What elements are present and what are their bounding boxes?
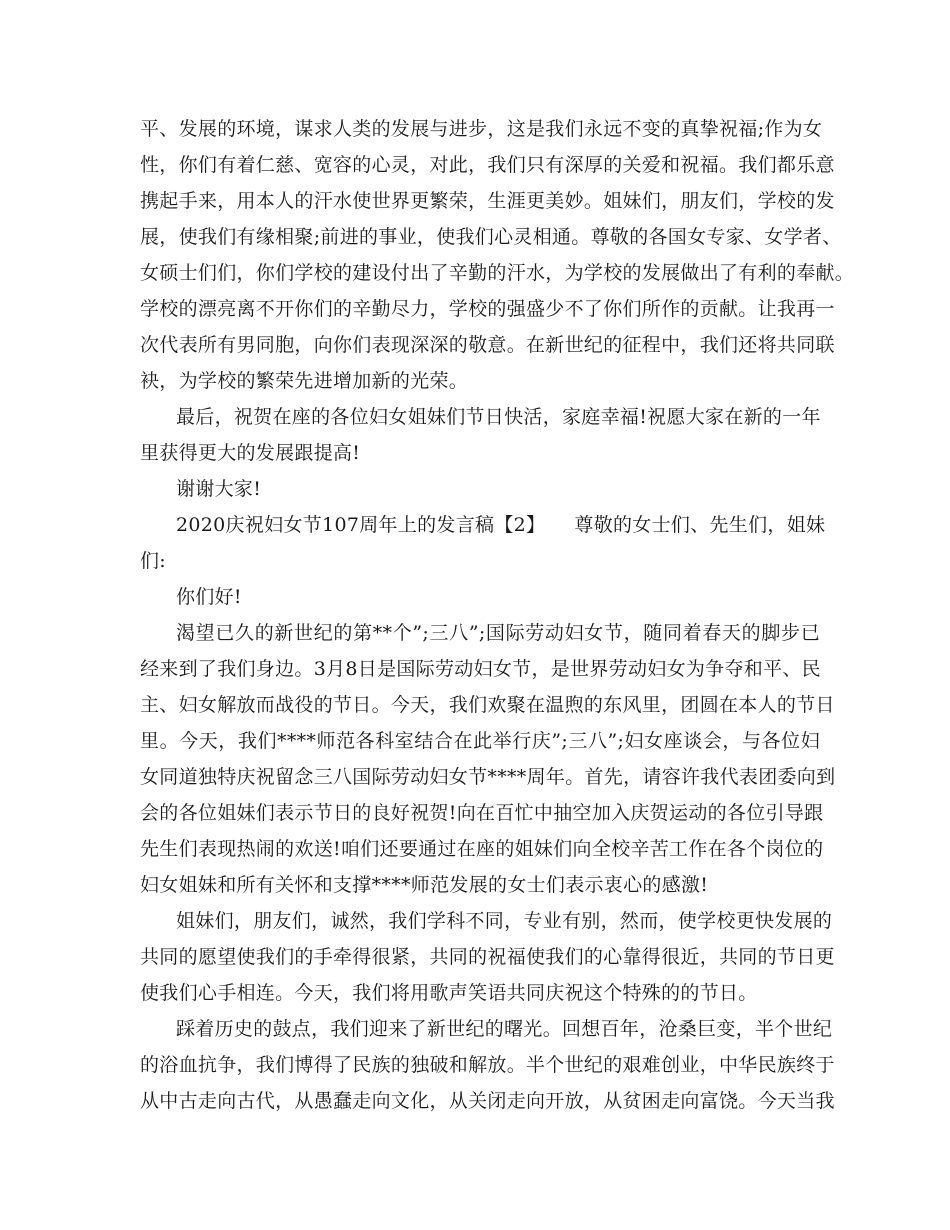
text-line: 渴望已久的新世纪的第**个”;三八”;国际劳动妇女节，随同着春天的脚步已 xyxy=(176,622,820,644)
text-line: 学校的漂亮离不开你们的辛勤尽力，学校的强盛少不了你们所作的贡献。让我再一 xyxy=(140,298,835,320)
text-line: 里获得更大的发展跟提高! xyxy=(140,442,361,464)
text-line: 使我们心手相连。今天，我们将用歌声笑语共同庆祝这个特殊的的节日。 xyxy=(140,982,758,1004)
text-line: 先生们表现热闹的欢送!咱们还要通过在座的姐妹们向全校辛苦工作在各个岗位的 xyxy=(140,838,824,860)
text-line: 踩着历史的鼓点，我们迎来了新世纪的曙光。回想百年，沧桑巨变，半个世纪 xyxy=(176,1018,833,1040)
text-line: 最后，祝贺在座的各位妇女姐妹们节日快活，家庭幸福!祝愿大家在新的一年 xyxy=(176,406,821,428)
text-line: 里。今天，我们****师范各科室结合在此举行庆”;三八”;妇女座谈会，与各位妇 xyxy=(140,730,820,752)
text-line: 袂，为学校的繁荣先进增加新的光荣。 xyxy=(140,370,469,392)
text-line: 的浴血抗争，我们博得了民族的独破和解放。半个世纪的艰难创业，中华民族终于 xyxy=(140,1054,835,1076)
text-line: 女硕士们们，你们学校的建设付出了辛勤的汗水，为学校的发展做出了有利的奉献。 xyxy=(140,262,855,284)
text-line: 共同的愿望使我们的手牵得很紧，共同的祝福使我们的心靠得很近，共同的节日更 xyxy=(140,946,835,968)
text-line: 性，你们有着仁慈、宽容的心灵，对此，我们只有深厚的关爱和祝福。我们都乐意 xyxy=(140,154,835,176)
text-line: 女同道独特庆祝留念三八国际劳动妇女节****周年。首先，请容许我代表团委向到 xyxy=(140,766,836,788)
text-line: 妇女姐妹和所有关怀和支撑****师范发展的女士们表示衷心的感激! xyxy=(140,874,709,896)
text-line: 谢谢大家! xyxy=(176,478,262,500)
text-line: 姐妹们，朋友们，诚然，我们学科不同，专业有别，然而，使学校更快发展的 xyxy=(176,910,833,932)
text-line: 展，使我们有缘相聚;前进的事业，使我们心灵相通。尊敬的各国女专家、女学者、 xyxy=(140,226,842,248)
text-line: 次代表所有男同胞，向你们表现深深的敬意。在新世纪的征程中，我们还将共同联 xyxy=(140,334,835,356)
section-heading: 2020庆祝妇女节107周年上的发言稿【2】 尊敬的女士们、先生们，姐妹 xyxy=(176,514,826,536)
text-line: 携起手来，用本人的汗水使世界更繁荣，生涯更美妙。姐妹们，朋友们，学校的发 xyxy=(140,190,835,212)
text-line: 从中古走向古代，从愚蠢走向文化，从关闭走向开放，从贫困走向富饶。今天当我 xyxy=(140,1090,835,1112)
text-line: 经来到了我们身边。3月8日是国际劳动妇女节，是世界劳动妇女为争夺和平、民 xyxy=(140,658,821,680)
text-line: 会的各位姐妹们表示节日的良好祝贺!向在百忙中抽空加入庆贺运动的各位引导跟 xyxy=(140,802,824,824)
text-line: 平、发展的环境，谋求人类的发展与进步，这是我们永远不变的真挚祝福;作为女 xyxy=(140,118,823,140)
text-line: 主、妇女解放而战役的节日。今天，我们欢聚在温煦的东风里，团圆在本人的节日 xyxy=(140,694,835,716)
text-line: 们: xyxy=(140,550,167,572)
text-line: 你们好! xyxy=(176,586,242,608)
